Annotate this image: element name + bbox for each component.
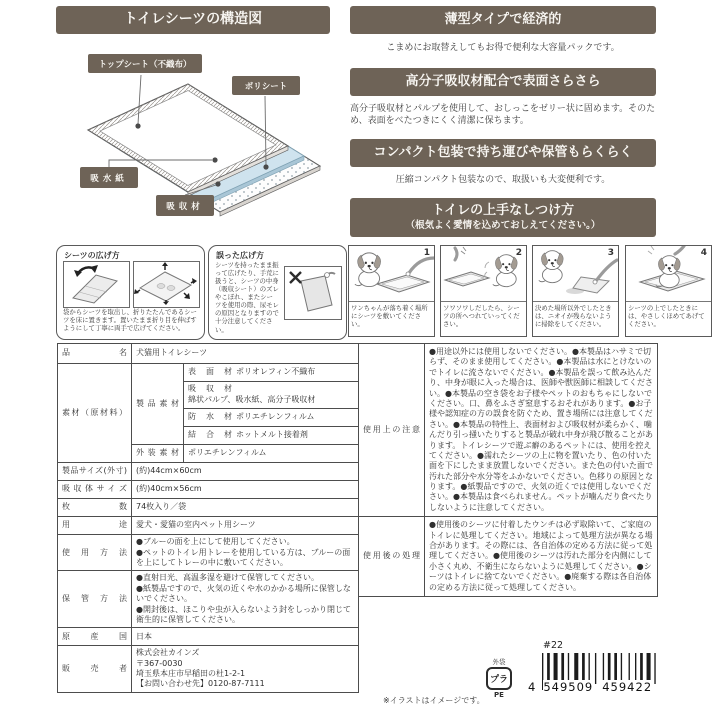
label-absorbent-core-text: 吸収材	[166, 201, 204, 212]
recycle-mark	[482, 657, 516, 699]
barcode-digits-mid: 549509	[543, 680, 594, 694]
label-poly-sheet-text: ポリシート	[244, 81, 288, 92]
panel-number-3: 3	[607, 248, 614, 258]
spec-storage-label: 保管方法	[58, 571, 132, 628]
panel-caption-3: 決めた場所以外でしたときは、ニオイが残らないように掃除をしてください。	[535, 304, 612, 329]
panel-caption-4: シーツの上でしたときには、やさしくほめてあげてください。	[628, 304, 705, 329]
seller-line: 埼玉県本庄市早稲田の杜1-2-1	[136, 669, 246, 679]
recycle-top-label: 外袋	[492, 658, 506, 666]
spec-size-value: (約)44cm×60cm	[132, 463, 359, 481]
label-top-sheet-text: トップシート（不織布）	[98, 59, 192, 70]
feature-banner-3	[350, 139, 656, 167]
x-mark-icon	[290, 272, 301, 283]
storage-line: ●直射日光、高温多湿を避けて保管してください。	[136, 573, 319, 583]
spreading-correct-box	[56, 245, 205, 340]
spec-material-row: 結合材 ホットメルト接着剤	[184, 427, 359, 445]
structure-diagram-title	[56, 6, 330, 34]
feature-heading-3: コンパクト包装で持ち運びや保管もらくらく	[373, 144, 633, 160]
spec-use-value: 愛犬・愛猫の室内ペット用シーツ	[132, 517, 359, 535]
feature-heading-1: 薄型タイプで経済的	[444, 11, 562, 27]
illustration-disclaimer: ※イラストはイメージです。	[383, 696, 485, 705]
dog-illustration-1	[349, 246, 434, 300]
spec-product-material-label: 製品素材	[132, 364, 184, 445]
spec-use-label: 用途	[58, 517, 132, 535]
spec-seller-label: 販売者	[58, 646, 132, 693]
barcode-digits-right: 459422	[602, 680, 653, 694]
dog-illustration-3	[533, 246, 618, 300]
feature-body-2: 高分子吸収材とパルプを使用して、おしっこをゼリー状に固めます。そのため、表面をべたつきにくく清潔に保ちます。	[350, 104, 656, 127]
spec-material-label: 素材（原材料）	[58, 364, 132, 463]
spec-material-row: 防水材 ポリエチレンフィルム	[184, 409, 359, 427]
opened-sheet-illustration	[134, 262, 197, 305]
spec-table	[57, 343, 359, 693]
spec-outer-material-label: 外装素材	[132, 445, 184, 463]
spec-storage-value	[132, 571, 359, 628]
feature-banner-1	[350, 6, 656, 34]
feature-body-1: こまめにお取替えしてもお得で便利な大容量パックです。	[386, 43, 620, 53]
spec-count-value: 74枚入り／袋	[132, 499, 359, 517]
feature-banner-4	[350, 198, 656, 237]
training-panels	[348, 245, 712, 338]
seller-line: 株式会社カインズ	[136, 648, 200, 658]
spec-name-label: 品名	[58, 344, 132, 364]
spreading-correct-title: シーツの広げ方	[64, 251, 120, 260]
lot-number: #22	[543, 640, 564, 651]
wrong-handling-illustration	[285, 267, 339, 317]
howto-line: ●ペットのトイレ用トレーを使用している方は、ブルーの面を上にしてトレーの中に敷いてください。	[136, 547, 351, 567]
spreading-correct-body: 袋からシーツを取出し、折りたたんであるシーツを床に置きます。置いたまま折り目を伸ばすようにして丁寧に両手で広げてください。	[63, 308, 197, 333]
spec-size-label: 製品サイズ(外寸)	[58, 463, 132, 481]
barcode	[528, 653, 660, 694]
training-panel-3	[532, 245, 619, 337]
seller-line: 【お問い合わせ先】0120-87-7111	[136, 679, 265, 689]
spec-howto-label: 使用方法	[58, 535, 132, 571]
panel-caption-2: ソワソワしだしたら、シーツの所へつれていってください。	[443, 304, 520, 329]
usage-notes-label: 使用上の注意	[359, 344, 425, 517]
notes-table	[358, 343, 658, 597]
spreading-wrong-body: シーツを持ったまま振って広げたり、手荒に扱うと、シーツの中身（吸収シート）のズレやこぼれ、またシーツを使用の際、尿モレの原因となりますので十分注意してください。	[215, 261, 279, 334]
dog-illustration-4	[626, 246, 711, 300]
barcode-digit-left: 4	[528, 680, 537, 694]
disposal-label: 使用後の処理	[359, 517, 425, 597]
spec-name-value: 犬猫用トイレシーツ	[132, 344, 359, 364]
feature-heading-2: 高分子吸収材配合で表面さらさら	[405, 73, 601, 89]
recycle-bottom-label: PE	[494, 691, 504, 699]
label-absorbent-paper	[80, 167, 138, 188]
structure-diagram	[58, 38, 344, 240]
seller-line: 〒367-0030	[136, 658, 183, 668]
label-absorbent-paper-text: 吸水紙	[90, 173, 128, 184]
barcode-digits	[528, 680, 660, 694]
spec-absorber-size-label: 吸収体サイズ	[58, 481, 132, 499]
feature-subheading-4: （根気よく愛情を込めておしえてください。）	[405, 219, 601, 231]
feature-banner-2	[350, 68, 656, 96]
structure-diagram-title-text: トイレシーツの構造図	[123, 11, 263, 28]
label-poly-sheet	[232, 76, 300, 95]
training-panel-2	[440, 245, 527, 337]
label-absorbent-core	[156, 195, 214, 216]
storage-line: ●紙製品ですので、火気の近くや水のかかる場所に保管しないでください。	[136, 583, 351, 604]
panel-number-1: 1	[423, 248, 430, 258]
feature-heading-4: トイレの上手なしつけ方	[431, 202, 575, 218]
panel-caption-1: ワンちゃんが落ち着く場所にシーツを敷いてください。	[351, 304, 428, 329]
panel-number-2: 2	[515, 248, 522, 258]
pla-recycle-text: プラ	[489, 675, 508, 685]
usage-notes-body: ●用途以外には使用しないでください。●本製品はハサミで切らず、そのまま使用してください。●本製品は水にとけないのでトイレに流さないでください。●本製品を誤って飲み込んだり、中身が眼に入った場合は、医師や獣医師に相談してください。●本製品の空き袋をお子様やペットのおもちゃにしないでください。口、鼻をふさぎ窒息するおそれがあります。●お子様や認知症の方の誤食を防ぐため、置き場所には注意してください。●本製品の特性上、表面材および吸収材が柔らかく、噛んだり引っ掻いたりすると製品が破れ中身が飛び散ることがあります。トイレシーツで遊ぶ癖のあるペットには、使用を控えてください。●濡れたシーツの上に物を置いたり、色の付いた面を下にしたまま放置しないでください。また色の付いた面で汚れた部分や水分等をふかないでください。色移りの原因となります。●紙製品ですので、火気の近くでは使用しないでください。●本製品は食べられません。ペットが噛んだり食べたりしないように注意してください。	[425, 344, 658, 517]
spec-absorber-size-value: (約)40cm×56cm	[132, 481, 359, 499]
spec-origin-label: 原産国	[58, 628, 132, 646]
disposal-body: ●使用後のシーツに付着したウンチは必ず取除いて、ご家庭のトイレに処理してください。地域によって処理方法が異なる場合があります。その際には、各自治体の定める方法に従って処理してください。●使用後のシーツは汚れた部分を内側にして小さく丸め、不衛生にならないように処理してください。●シーツはトイレに捨てないでください。●廃棄する際は各自治体の定める方法に従って処理してください。	[425, 517, 658, 597]
pla-recycle-icon	[486, 667, 512, 690]
spec-material-row: 吸収材綿状パルプ、吸水紙、高分子吸収材	[184, 382, 359, 409]
spec-origin-value: 日本	[132, 628, 359, 646]
howto-line: ●ブルーの面を上にして使用してください。	[136, 537, 295, 547]
training-panel-1	[348, 245, 435, 337]
spec-count-label: 枚数	[58, 499, 132, 517]
spreading-wrong-title: 誤った広げ方	[216, 251, 264, 260]
spec-howto-value	[132, 535, 359, 571]
spec-outer-material-value: ポリエチレンフィルム	[184, 445, 359, 463]
storage-line: ●開封後は、ほこりや虫が入らないよう封をしっかり閉じて衛生的に保管してください。	[136, 604, 351, 624]
panel-number-4: 4	[700, 248, 707, 258]
training-panel-4	[625, 245, 712, 337]
dog-illustration-2	[441, 246, 526, 300]
label-top-sheet	[88, 54, 202, 73]
spreading-wrong-box	[208, 245, 347, 340]
folded-sheet-illustration	[64, 262, 127, 305]
feature-body-3: 圧縮コンパクト包装なので、取扱いも大変便利です。	[395, 175, 611, 185]
spec-material-row: 表面材 ポリオレフィン不織布	[184, 364, 359, 382]
spec-seller-value	[132, 646, 359, 693]
